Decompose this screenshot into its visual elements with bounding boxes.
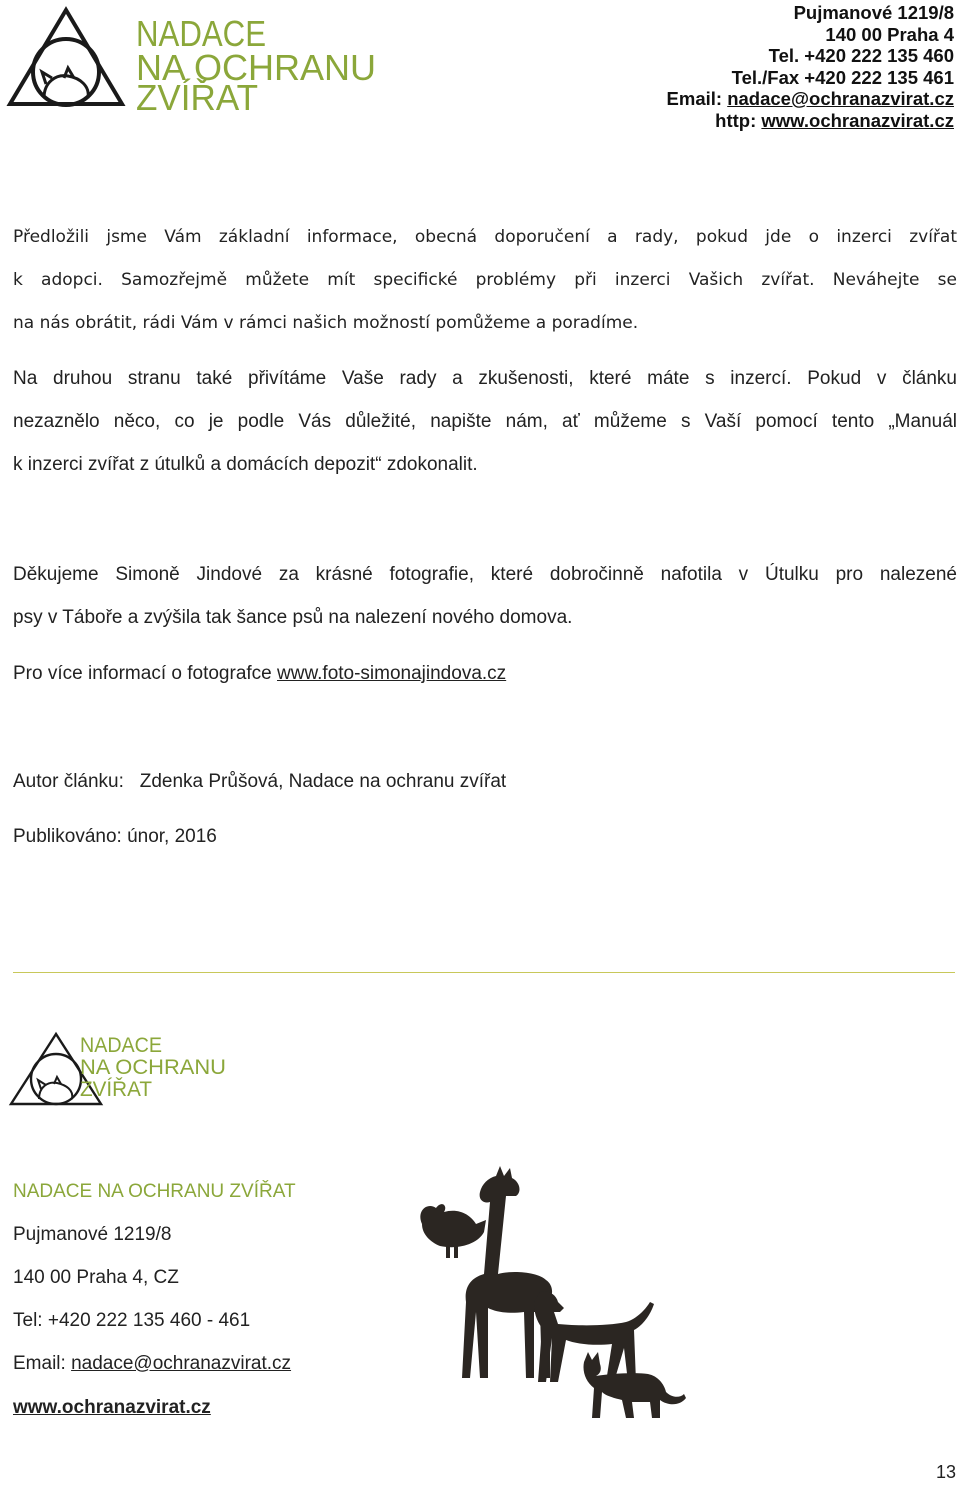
- page-number: 13: [935, 1462, 956, 1482]
- paragraph-intro-line: Předložili jsme Vám základní informace, obecná doporučení a rady, pokud jde o inzerci zvířat: [13, 227, 957, 247]
- paragraph-thanks: [13, 553, 957, 639]
- header-email-row: [667, 88, 954, 110]
- footer-divider: [13, 972, 955, 973]
- header-web-row: [667, 110, 954, 132]
- paragraph-photographer: [13, 652, 957, 695]
- photographer-link[interactable]: www.foto-simonajindova.cz: [277, 663, 507, 684]
- header-contact: [667, 2, 954, 131]
- paragraph-feedback-line: Na druhou stranu také přivítáme Vaše rady a zkušenosti, které máte s inzercí. Pokud v článku: [13, 368, 957, 389]
- header-web-label: http:: [715, 109, 762, 131]
- header-fax: Tel./Fax +420 222 135 461: [731, 66, 954, 88]
- hen-icon: [420, 1204, 486, 1247]
- author-line: Autor článku: Zdenka Průšová, Nadace na ochranu zvířat: [13, 771, 507, 792]
- footer-street: Pujmanové 1219/8: [13, 1224, 172, 1245]
- footer-email-row: [13, 1348, 291, 1380]
- logo-text-line-2: NA OCHRANU: [136, 47, 376, 88]
- animal-silhouettes-image: [388, 1162, 688, 1422]
- paragraph-thanks-line: psy v Táboře a zvýšila tak šance psů na nalezení nového domova.: [13, 607, 573, 628]
- giraffe-icon: [462, 1166, 552, 1378]
- photographer-text: Pro více informací o fotografce: [13, 663, 278, 684]
- published-line: Publikováno: únor, 2016: [13, 826, 217, 847]
- paragraph-feedback-line: nezaznělo něco, co je podle Vás důležité, napište nám, ať můžeme s Vaší pomocí tento „Manuál: [13, 411, 957, 432]
- footer-logo-text-line-2: NA OCHRANU: [80, 1056, 227, 1079]
- footer-email-label: Email:: [13, 1353, 72, 1374]
- footer-tel: Tel: +420 222 135 460 - 461: [13, 1310, 251, 1331]
- logo-text-line-3: ZVÍŘAT: [136, 77, 258, 110]
- paragraph-thanks-line: Děkujeme Simoně Jindové za krásné fotografie, které dobročinně nafotila v Útulku pro nalezené: [13, 564, 957, 585]
- header-web-link[interactable]: www.ochranazvirat.cz: [761, 109, 954, 131]
- footer-org-name: NADACE NA OCHRANU ZVÍŘAT: [13, 1181, 296, 1202]
- header-email-link[interactable]: nadace@ochranazvirat.cz: [727, 88, 954, 109]
- paragraph-intro-line: na nás obrátit, rádi Vám v rámci našich možností pomůžeme a poradíme.: [13, 313, 639, 333]
- footer-city: 140 00 Praha 4, CZ: [13, 1267, 179, 1288]
- paragraph-intro-line: k adopci. Samozřejmě můžete mít specifické problémy při inzerci Vašich zvířat. Neváhejte se: [13, 270, 957, 290]
- foundation-logo: [4, 6, 384, 110]
- paragraph-intro: [13, 216, 957, 345]
- header-address-line-1: Pujmanové 1219/8: [793, 2, 954, 23]
- triangle-emblem-icon: [10, 10, 122, 105]
- footer-logo-text-line-1: NADACE: [80, 1034, 162, 1057]
- header-address-line-2: 140 00 Praha 4: [825, 23, 954, 45]
- logo-text-line-1: NADACE: [136, 13, 266, 54]
- header-email-label: Email:: [666, 88, 728, 109]
- paragraph-feedback: [13, 357, 957, 486]
- footer-email-link[interactable]: nadace@ochranazvirat.cz: [71, 1353, 292, 1374]
- paragraph-feedback-line: k inzerci zvířat z útulků a domácích depozit“ zdokonalit.: [13, 454, 478, 475]
- footer-web-link[interactable]: www.ochranazvirat.cz: [13, 1397, 211, 1418]
- footer-logo-text-line-3: ZVÍŘAT: [80, 1078, 153, 1101]
- footer-logo: [8, 1030, 238, 1108]
- header-tel: Tel. +420 222 135 460: [768, 45, 954, 66]
